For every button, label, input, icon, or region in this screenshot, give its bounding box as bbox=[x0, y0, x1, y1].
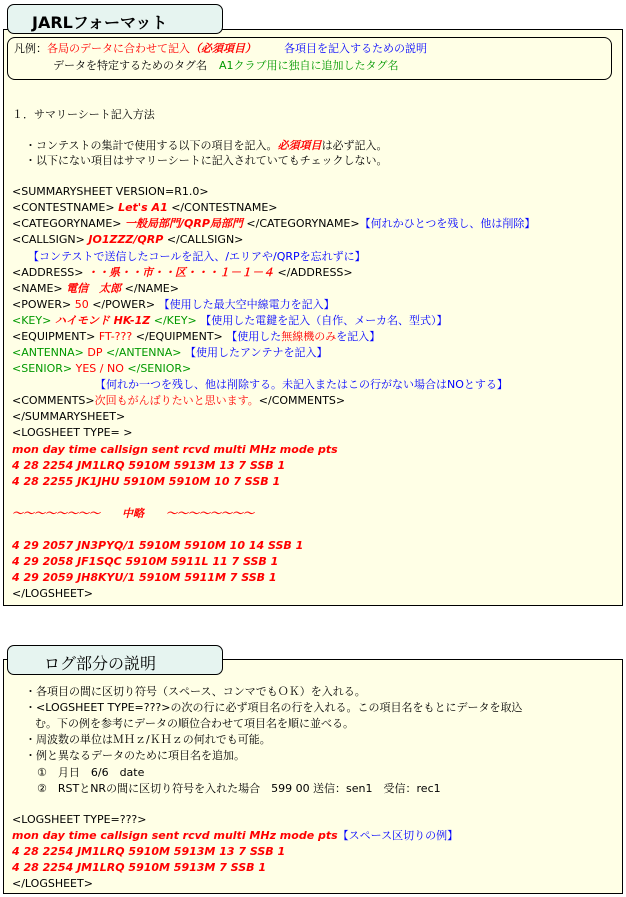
omitted-line: ～～～～～～～～ 中略 ～～～～～～～～ bbox=[12, 507, 254, 520]
antenna-line: <ANTENNA> DP </ANTENNA> 【使用したアンテナを記入】 bbox=[12, 346, 328, 359]
key-line: <KEY> ハイモンド HK-1Z </KEY> 【使用した電鍵を記入（自作、メーカ名、型式）】 bbox=[12, 314, 448, 327]
log-row: 4 29 2057 JN3PYQ/1 5910M 5910M 10 14 SSB 1 bbox=[12, 539, 304, 552]
log-example-1: ① 月日 6/6 date bbox=[37, 766, 145, 779]
address-line: <ADDRESS> ・・県・・市・・区・・・１－１－４ </ADDRESS> bbox=[12, 266, 353, 279]
summarysheet-close-tag: </SUMMARYSHEET> bbox=[12, 410, 126, 423]
equipment-line: <EQUIPMENT> FT-??? </EQUIPMENT> 【使用した無線機のみを記入】 bbox=[12, 330, 381, 343]
log-row: 4 28 2255 JK1JHU 5910M 5910M 10 7 SSB 1 bbox=[12, 475, 281, 488]
contestname-line: <CONTESTNAME> Let's A1 </CONTESTNAME> bbox=[12, 201, 278, 214]
legend-line-2 bbox=[53, 58, 399, 73]
log-row: 4 29 2058 JF1SQC 5910M 5911L 11 7 SSB 1 bbox=[12, 555, 279, 568]
name-line: <NAME> 電信 太郎 </NAME> bbox=[12, 282, 179, 295]
callsign-line: <CALLSIGN> JO1ZZZ/QRP </CALLSIGN> bbox=[12, 233, 244, 246]
log-bullet-4: ・例と異なるデータのために項目名を追加。 bbox=[25, 749, 245, 762]
log-example-2: ② RSTとNRの間に区切り符号を入れた場合 599 00 送信：sen1 受信：rec1 bbox=[37, 782, 441, 795]
log-explanation-title-tab bbox=[7, 645, 223, 675]
jarl-format-title-tab bbox=[7, 4, 223, 34]
comments-line: <COMMENTS>次回もがんばりたいと思います。</COMMENTS> bbox=[12, 394, 346, 407]
logsheet-type-open-tag: <LOGSHEET TYPE=???> bbox=[12, 813, 147, 826]
log-header-example: mon day time callsign sent rcvd multi MHz mode pts【スペース区切りの例】 bbox=[12, 829, 459, 842]
log-header: mon day time callsign sent rcvd multi MHz mode pts bbox=[12, 443, 338, 456]
log-explanation-title: ログ部分の説明 bbox=[44, 654, 157, 673]
logsheet-type-close-tag: </LOGSHEET> bbox=[12, 877, 93, 890]
summary-heading: １．サマリーシート記入方法 bbox=[12, 108, 155, 121]
callsign-note: 【コンテストで送信したコールを記入、/エリアや/QRPを忘れずに】 bbox=[28, 250, 366, 263]
legend-line-1: 凡例：各局のデータに合わせて記入（必須項目） 各項目を記入するための説明 bbox=[14, 42, 427, 55]
senior-note: 【何れか一つを残し、他は削除する。未記入またはこの行がない場合はNOとする】 bbox=[95, 378, 508, 391]
categoryname-line: <CATEGORYNAME> 一般局部門/QRP局部門 </CATEGORYNAME>【何れかひとつを残し、他は削除】 bbox=[12, 217, 536, 230]
log-bullet-2a: ・<LOGSHEET TYPE=???>の次の行に必ず項目名の行を入れる。この項目名をもとにデータを取込 bbox=[25, 701, 523, 714]
legend-tag-text: データを特定するためのタグ名 bbox=[53, 59, 207, 72]
log-row: 4 29 2059 JH8KYU/1 5910M 5911M 7 SSB 1 bbox=[12, 571, 277, 584]
log-bullet-2b: む。下の例を参考にデータの順位合わせて項目名を順に並べる。 bbox=[35, 717, 354, 730]
senior-line: <SENIOR> YES / NO </SENIOR> bbox=[12, 362, 192, 375]
legend-red-text: 各局のデータに合わせて記入 bbox=[47, 42, 190, 55]
log-row: 4 28 2254 JM1LRQ 5910M 5913M 7 SSB 1 bbox=[12, 861, 267, 874]
legend-green-text: A1クラブ用に独自に追加したタグ名 bbox=[219, 59, 399, 72]
logsheet-close-tag: </LOGSHEET> bbox=[12, 587, 93, 600]
log-bullet-3: ・周波数の単位はＭＨｚ/ＫＨｚの何れでも可能。 bbox=[25, 733, 271, 746]
legend-box bbox=[7, 37, 612, 80]
logsheet-open-tag: <LOGSHEET TYPE= > bbox=[12, 426, 133, 439]
summary-bullet-1: ・コンテストの集計で使用する以下の項目を記入。必須項目は必ず記入。 bbox=[25, 139, 388, 152]
log-bullet-1: ・各項目の間に区切り符号（スペース、コンマでもＯＫ）を入れる。 bbox=[25, 685, 366, 698]
legend-required-text: （必須項目） bbox=[190, 42, 256, 55]
legend-blue-text: 各項目を記入するための説明 bbox=[284, 42, 427, 55]
log-row: 4 28 2254 JM1LRQ 5910M 5913M 13 7 SSB 1 bbox=[12, 459, 286, 472]
summary-bullet-2: ・以下にない項目はサマリーシートに記入されていてもチェックしない。 bbox=[25, 154, 388, 167]
log-row: 4 28 2254 JM1LRQ 5910M 5913M 13 7 SSB 1 bbox=[12, 845, 286, 858]
power-line: <POWER> 50 </POWER> 【使用した最大空中線電力を記入】 bbox=[12, 298, 335, 311]
jarl-format-title: JARLフォーマット bbox=[32, 13, 168, 32]
summarysheet-open-tag: <SUMMARYSHEET VERSION=R1.0> bbox=[12, 185, 209, 198]
